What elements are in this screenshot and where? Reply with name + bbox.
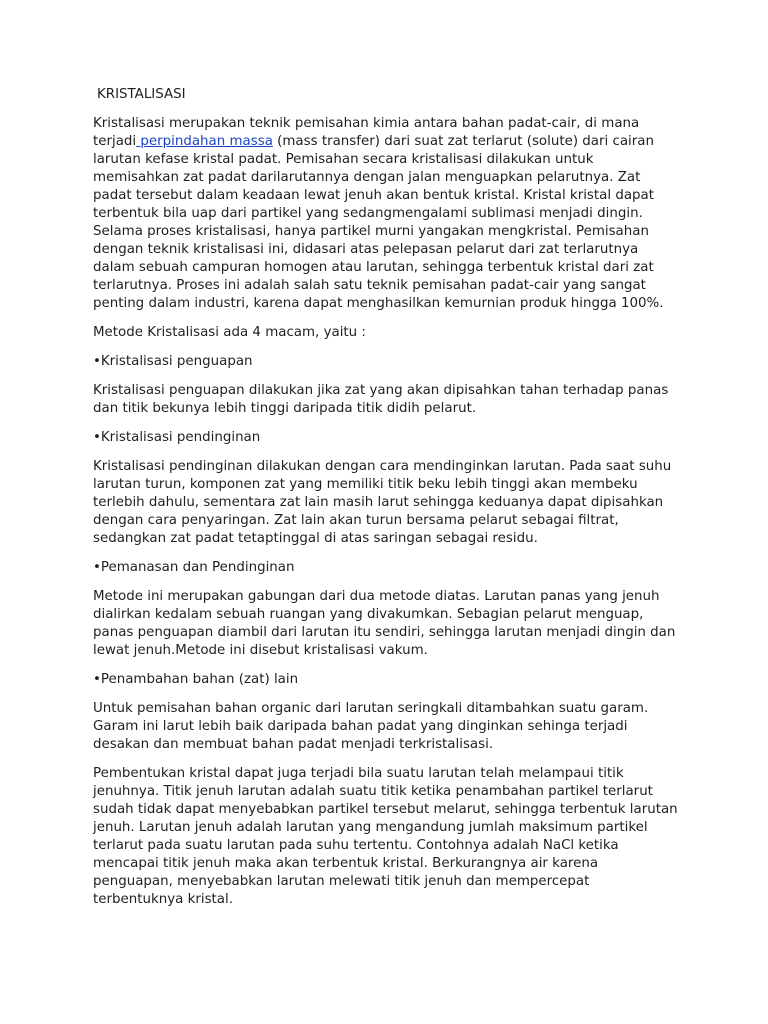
document-body [93,86,678,920]
document-title: KRISTALISASI [97,87,186,102]
closing-paragraph: Pembentukan kristal dapat juga terjadi bila suatu larutan telah melampaui titik jenuhnya. Titik jenuh larutan adalah suatu titik ketika penambahan partikel terlarut sudah tidak dapat menyebabkan partikel tersebut melarut, sehingga terbentuk larutan jenuh. Larutan jenuh adalah larutan yang mengandung jumlah maksimum partikel terlarut pada suatu larutan pada suhu tertentu. Contohnya adalah NaCl ketika mencapai titik jenuh maka akan terbentuk kristal. Berkurangnya air karena penguapan, menyebabkan larutan melewati titik jenuh dan mempercepat terbentuknya kristal. [93,766,678,907]
method2-text: Kristalisasi pendinginan dilakukan dengan cara mendinginkan larutan. Pada saat suhu larutan turun, komponen zat yang memiliki titik beku lebih tinggi akan membeku terlebih dahulu, sementara zat lain masih larut sehingga keduanya dapat dipisahkan dengan cara penyaringan. Zat lain akan turun bersama pelarut sebagai filtrat, sedangkan zat padat tetaptinggal di atas saringan sebagai residu. [93,459,672,546]
perpindahan-massa-link[interactable]: perpindahan massa [136,134,273,149]
method3-heading: •Pemanasan dan Pendinginan [93,560,295,575]
method3-text: Metode ini merupakan gabungan dari dua metode diatas. Larutan panas yang jenuh dialirkan kedalam sebuah ruangan yang divakumkan. Sebagian pelarut menguap, panas penguapan diambil dari larutan itu sendiri, sehingga larutan menjadi dingin dan lewat jenuh.Metode ini disebut kristalisasi vakum. [93,589,676,658]
method4-text: Untuk pemisahan bahan organic dari larutan seringkali ditambahkan suatu garam. Garam ini larut lebih baik daripada bahan padat yang dinginkan sehinga terjadi desakan dan membuat bahan padat menjadi terkristalisasi. [93,701,649,752]
method2-heading: •Kristalisasi pendinginan [93,430,261,445]
method1-heading: •Kristalisasi penguapan [93,354,253,369]
methods-intro: Metode Kristalisasi ada 4 macam, yaitu : [93,325,366,340]
method4-heading: •Penambahan bahan (zat) lain [93,672,299,687]
intro-paragraph [93,115,678,313]
method1-text: Kristalisasi penguapan dilakukan jika zat yang akan dipisahkan tahan terhadap panas dan titik bekunya lebih tinggi daripada titik didih pelarut. [93,383,669,416]
intro-text-after-link: (mass transfer) dari suat zat terlarut (solute) dari cairan larutan kefase kristal padat. Pemisahan secara kristalisasi dilakukan untuk memisahkan zat padat darilarutannya dengan jalan menguapkan pelarutnya. Zat padat tersebut dalam keadaan lewat jenuh akan bentuk kristal. Kristal kristal dapat terbentuk bila uap dari partikel yang sedangmengalami sublimasi menjadi dingin. Selama proses kristalisasi, hanya partikel murni yangakan mengkristal. Pemisahan dengan teknik kristalisasi ini, didasari atas pelepasan pelarut dari zat terlarutnya dalam sebuah campuran homogen atau larutan, sehingga terbentuk kristal dari zat terlarutnya. Proses ini adalah salah satu teknik pemisahan padat-cair yang sangat penting dalam industri, karena dapat menghasilkan kemurnian produk hingga 100%. [93,134,664,311]
intro-text-before-link: Kristalisasi merupakan teknik pemisahan kimia antara bahan padat-cair, di mana terjadi [93,116,640,149]
